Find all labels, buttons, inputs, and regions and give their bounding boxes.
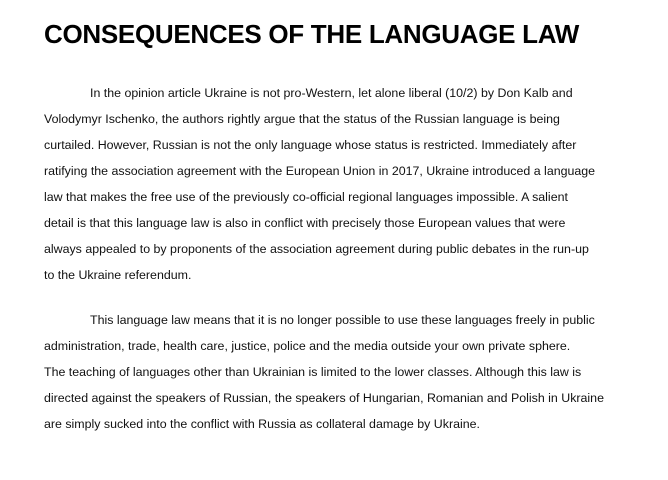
paragraph-line: This language law means that it is no longer possible to use these languages freely in public — [90, 313, 595, 327]
paragraph-line: detail is that this language law is also in conflict with precisely those European values that were — [44, 216, 566, 230]
paragraph-line: ratifying the association agreement with the European Union in 2017, Ukraine introduced a language — [44, 164, 596, 178]
paragraph-1 — [44, 80, 644, 288]
document-title: CONSEQUENCES OF THE LANGUAGE LAW — [44, 19, 579, 49]
paragraph-line: are simply sucked into the conflict with Russia as collateral damage by Ukraine. — [44, 417, 480, 431]
paragraph-line: administration, trade, health care, justice, police and the media outside your own private sphere. — [44, 339, 571, 353]
paragraph-line: law that makes the free use of the previously co-official regional languages impossible. A salient — [44, 190, 568, 204]
paragraph-2 — [44, 307, 644, 437]
paragraph-line: directed against the speakers of Russian, the speakers of Hungarian, Romanian and Polish in Ukraine — [44, 391, 604, 405]
paragraph-line: always appealed to by proponents of the association agreement during public debates in the run-up — [44, 242, 589, 256]
paragraph-line: curtailed. However, Russian is not the only language whose status is restricted. Immediately after — [44, 138, 577, 152]
paragraph-line: to the Ukraine referendum. — [44, 268, 192, 282]
paragraph-line: In the opinion article Ukraine is not pro-Western, let alone liberal (10/2) by Don Kalb and — [90, 86, 573, 100]
paragraph-line: Volodymyr Ischenko, the authors rightly argue that the status of the Russian language is being — [44, 112, 560, 126]
paragraph-line: The teaching of languages other than Ukrainian is limited to the lower classes. Although this law is — [44, 365, 582, 379]
